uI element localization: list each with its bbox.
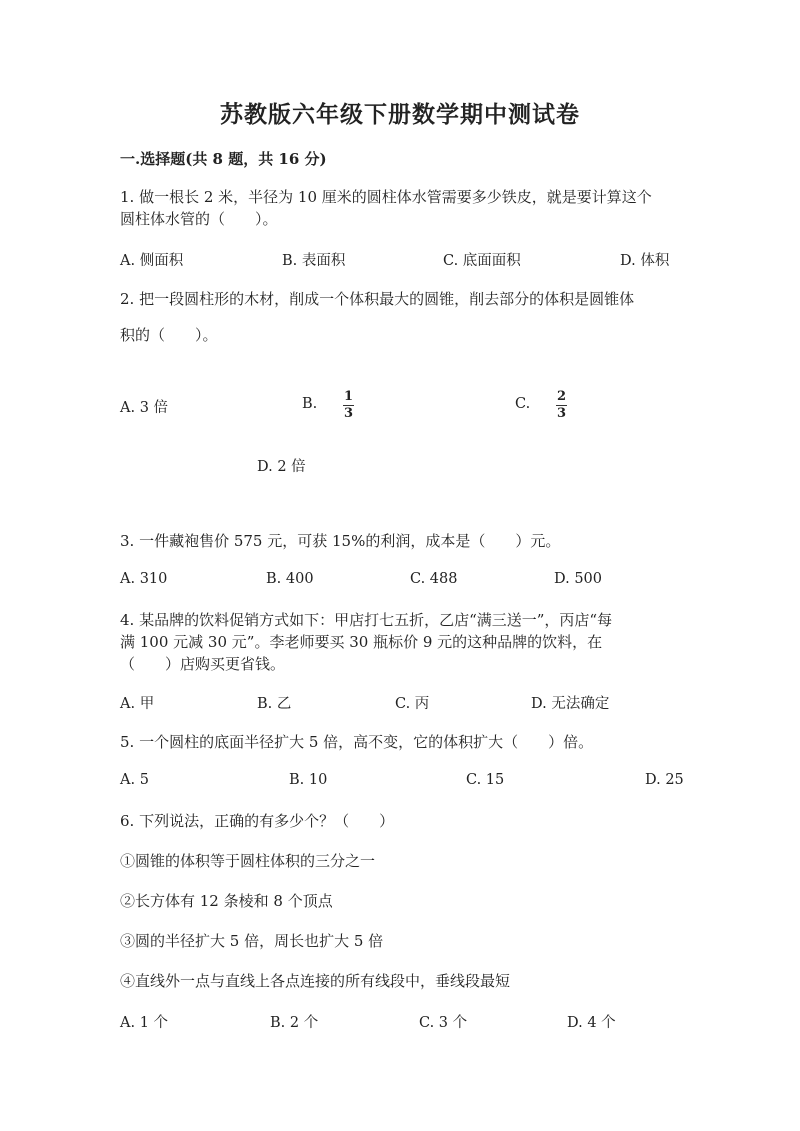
fraction-numerator: 1 <box>343 389 354 404</box>
q6-option-c[interactable]: C. 3 个 <box>419 1015 468 1031</box>
q4-option-c[interactable]: C. 丙 <box>395 696 430 712</box>
q1-option-b[interactable]: B. 表面积 <box>282 253 346 269</box>
q6-statement-3: ③圆的半径扩大 5 倍，周长也扩大 5 倍 <box>120 932 384 950</box>
q5-option-c[interactable]: C. 15 <box>466 772 505 788</box>
question-2-text: 2. 把一段圆柱形的木材，削成一个体积最大的圆锥，削去部分的体积是圆锥体 <box>120 290 635 308</box>
question-4-text-cont2: （ ）店购买更省钱。 <box>120 655 286 673</box>
q3-option-d[interactable]: D. 500 <box>554 571 603 587</box>
q3-option-a[interactable]: A. 310 <box>120 571 168 587</box>
fraction-denominator: 3 <box>343 406 354 421</box>
q3-option-c[interactable]: C. 488 <box>410 571 458 587</box>
q6-statement-2: ②长方体有 12 条棱和 8 个顶点 <box>120 892 333 910</box>
question-4-text: 4. 某品牌的饮料促销方式如下：甲店打七五折，乙店“满三送一”，丙店“每 <box>120 611 613 629</box>
q4-option-b[interactable]: B. 乙 <box>257 696 292 712</box>
q1-option-a[interactable]: A. 侧面积 <box>120 253 184 269</box>
q2-option-c[interactable] <box>515 396 530 412</box>
q5-option-a[interactable]: A. 5 <box>120 772 149 788</box>
q2-option-b[interactable] <box>302 396 317 412</box>
q6-option-a[interactable]: A. 1 个 <box>120 1015 169 1031</box>
q2-option-d[interactable]: D. 2 倍 <box>257 459 306 475</box>
q2-option-c-label: C. <box>515 396 531 412</box>
question-4-text-cont: 满 100 元减 30 元”。李老师要买 30 瓶标价 9 元的这种品牌的饮料，在 <box>120 633 603 651</box>
question-1-text-cont: 圆柱体水管的（ ）。 <box>120 210 278 228</box>
fraction-numerator: 2 <box>556 389 567 404</box>
q5-option-b[interactable]: B. 10 <box>289 772 328 788</box>
question-2-text-cont: 积的（ ）。 <box>120 326 218 344</box>
q6-option-b[interactable]: B. 2 个 <box>270 1015 319 1031</box>
q1-option-d[interactable]: D. 体积 <box>620 253 670 269</box>
q6-statement-1: ①圆锥的体积等于圆柱体积的三分之一 <box>120 852 376 870</box>
q4-option-a[interactable]: A. 甲 <box>120 696 155 712</box>
question-1-text: 1. 做一根长 2 米，半径为 10 厘米的圆柱体水管需要多少铁皮，就是要计算这个 <box>120 188 652 206</box>
question-3-text: 3. 一件藏袍售价 575 元，可获 15%的利润，成本是（ ）元。 <box>120 532 561 550</box>
q5-option-d[interactable]: D. 25 <box>645 772 684 788</box>
question-6-text: 6. 下列说法，正确的有多少个？（ ） <box>120 812 395 830</box>
q2-option-c-fraction <box>556 390 567 421</box>
q6-statement-4: ④直线外一点与直线上各点连接的所有线段中，垂线段最短 <box>120 972 511 990</box>
section-heading: 一.选择题(共 8 题，共 16 分) <box>120 150 327 168</box>
q4-option-d[interactable]: D. 无法确定 <box>531 696 610 712</box>
q2-option-b-fraction <box>343 390 354 421</box>
page-title: 苏教版六年级下册数学期中测试卷 <box>220 101 580 128</box>
q6-option-d[interactable]: D. 4 个 <box>567 1015 616 1031</box>
q1-option-c[interactable]: C. 底面面积 <box>443 253 521 269</box>
q2-option-b-label: B. <box>302 396 318 412</box>
fraction-denominator: 3 <box>556 406 567 421</box>
q2-option-a[interactable]: A. 3 倍 <box>120 400 169 416</box>
question-5-text: 5. 一个圆柱的底面半径扩大 5 倍，高不变，它的体积扩大（ ）倍。 <box>120 733 594 751</box>
q3-option-b[interactable]: B. 400 <box>266 571 314 587</box>
